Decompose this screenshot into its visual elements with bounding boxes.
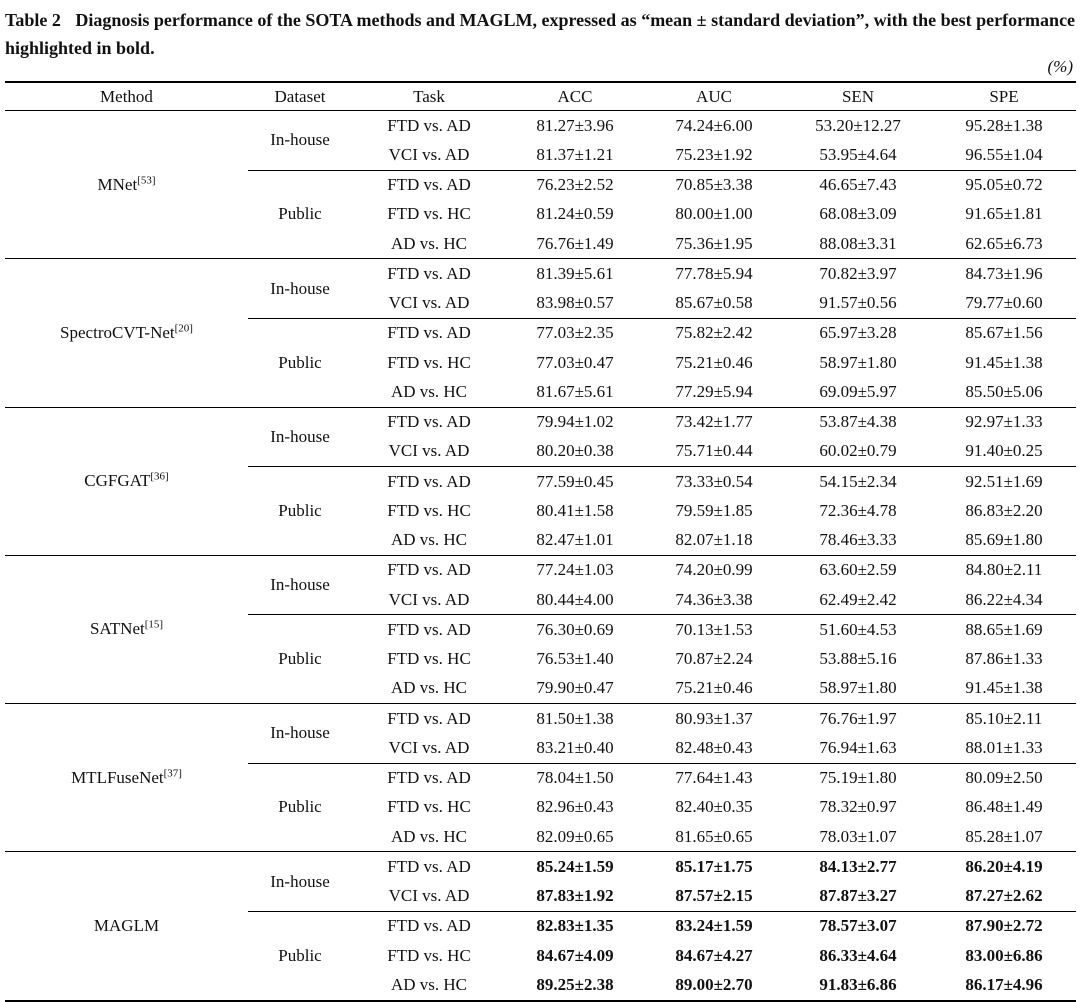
sen-cell: 78.57±3.07 bbox=[784, 911, 932, 941]
auc-cell: 75.21±0.46 bbox=[675, 352, 753, 372]
spe-cell: 85.50±5.06 bbox=[965, 381, 1043, 401]
acc-cell: 77.03±0.47 bbox=[536, 352, 614, 372]
auc-cell: 77.29±5.94 bbox=[675, 381, 753, 401]
sen-cell: 51.60±4.53 bbox=[784, 615, 932, 645]
auc-cell: 75.71±0.44 bbox=[675, 441, 753, 461]
task-cell: FTD vs. AD bbox=[387, 115, 471, 135]
spe-cell: 88.01±1.33 bbox=[965, 737, 1043, 757]
auc-cell: 74.24±6.00 bbox=[675, 115, 753, 135]
task-cell: FTD vs. HC bbox=[387, 649, 471, 669]
auc-cell: 77.78±5.94 bbox=[675, 263, 753, 283]
spe-cell: 95.28±1.38 bbox=[965, 115, 1043, 135]
spe-cell: 87.27±2.62 bbox=[965, 886, 1043, 906]
method-name-cell bbox=[5, 555, 248, 703]
method-group bbox=[5, 555, 1076, 703]
acc-cell: 76.76±1.49 bbox=[536, 233, 614, 253]
acc-cell: 81.24±0.59 bbox=[536, 204, 614, 224]
task-cell: FTD vs. AD bbox=[387, 708, 471, 728]
auc-cell: 70.13±1.53 bbox=[644, 615, 784, 645]
task-cell: FTD vs. AD bbox=[387, 560, 471, 580]
acc-cell: 82.83±1.35 bbox=[506, 911, 644, 941]
spe-cell: 87.86±1.33 bbox=[965, 649, 1043, 669]
sen-cell: 62.49±2.42 bbox=[819, 589, 897, 609]
column-header-dataset: Dataset bbox=[248, 82, 352, 111]
method-name: CGFGAT bbox=[84, 471, 151, 491]
task-cell: FTD vs. AD bbox=[387, 856, 471, 876]
method-name: MAGLM bbox=[93, 915, 160, 935]
method-name-cell bbox=[5, 852, 248, 1001]
spe-cell: 86.22±4.34 bbox=[965, 589, 1043, 609]
acc-cell: 84.67±4.09 bbox=[536, 945, 614, 965]
task-cell: FTD vs. AD bbox=[352, 318, 506, 348]
method-group bbox=[5, 852, 1076, 1001]
method-name: MNet bbox=[97, 174, 138, 194]
sen-cell: 91.83±6.86 bbox=[819, 974, 897, 994]
acc-cell: 80.20±0.38 bbox=[536, 441, 614, 461]
auc-cell: 80.93±1.37 bbox=[675, 708, 753, 728]
table-row bbox=[5, 111, 1076, 141]
auc-cell: 73.33±0.54 bbox=[644, 467, 784, 497]
sen-cell: 58.97±1.80 bbox=[819, 678, 897, 698]
task-cell: FTD vs. AD bbox=[352, 911, 506, 941]
sen-cell: 76.76±1.97 bbox=[819, 708, 897, 728]
acc-cell: 81.39±5.61 bbox=[536, 263, 614, 283]
task-cell: FTD vs. HC bbox=[387, 204, 471, 224]
dataset-cell: Public bbox=[248, 911, 352, 1000]
sen-cell: 65.97±3.28 bbox=[784, 318, 932, 348]
task-cell: FTD vs. AD bbox=[352, 763, 506, 793]
acc-cell: 76.53±1.40 bbox=[536, 649, 614, 669]
auc-cell: 89.00±2.70 bbox=[675, 974, 753, 994]
acc-cell: 81.50±1.38 bbox=[536, 708, 614, 728]
task-cell: AD vs. HC bbox=[390, 678, 468, 698]
acc-cell: 83.21±0.40 bbox=[536, 737, 614, 757]
dataset-cell: In-house bbox=[270, 723, 330, 743]
auc-cell: 83.24±1.59 bbox=[644, 911, 784, 941]
spe-cell: 91.45±1.38 bbox=[965, 678, 1043, 698]
sen-cell: 86.33±4.64 bbox=[819, 945, 897, 965]
method-name: SATNet bbox=[89, 619, 145, 639]
spe-cell: 96.55±1.04 bbox=[965, 144, 1043, 164]
spe-cell: 92.97±1.33 bbox=[965, 412, 1043, 432]
acc-cell: 78.04±1.50 bbox=[506, 763, 644, 793]
spe-cell: 85.10±2.11 bbox=[965, 708, 1043, 728]
column-header-task: Task bbox=[352, 82, 506, 111]
unit-label: (%) bbox=[1047, 57, 1073, 76]
task-cell: VCI vs. AD bbox=[388, 589, 470, 609]
auc-cell: 77.64±1.43 bbox=[644, 763, 784, 793]
spe-cell: 85.67±1.56 bbox=[932, 318, 1076, 348]
acc-cell: 81.67±5.61 bbox=[536, 381, 614, 401]
spe-cell: 86.83±2.20 bbox=[965, 500, 1043, 520]
task-cell: AD vs. HC bbox=[390, 826, 468, 846]
task-cell: FTD vs. HC bbox=[387, 352, 471, 372]
acc-cell: 77.24±1.03 bbox=[536, 560, 614, 580]
acc-cell: 87.83±1.92 bbox=[536, 886, 614, 906]
method-reference: [15] bbox=[144, 618, 164, 631]
auc-cell: 82.07±1.18 bbox=[675, 530, 753, 550]
spe-cell: 62.65±6.73 bbox=[965, 233, 1043, 253]
method-group bbox=[5, 704, 1076, 852]
sen-cell: 75.19±1.80 bbox=[784, 763, 932, 793]
sen-cell: 58.97±1.80 bbox=[819, 352, 897, 372]
spe-cell: 91.45±1.38 bbox=[965, 352, 1043, 372]
table-row bbox=[5, 407, 1076, 437]
dataset-cell: Public bbox=[248, 763, 352, 852]
dataset-cell: Public bbox=[248, 467, 352, 556]
sen-cell: 88.08±3.31 bbox=[819, 233, 897, 253]
results-table bbox=[5, 81, 1076, 1002]
spe-cell: 85.69±1.80 bbox=[965, 530, 1043, 550]
task-cell: AD vs. HC bbox=[390, 381, 468, 401]
task-cell: AD vs. HC bbox=[390, 233, 468, 253]
acc-cell: 77.03±2.35 bbox=[506, 318, 644, 348]
task-cell: AD vs. HC bbox=[390, 530, 468, 550]
dataset-cell: Public bbox=[248, 170, 352, 259]
auc-cell: 73.42±1.77 bbox=[675, 412, 753, 432]
acc-cell: 76.30±0.69 bbox=[506, 615, 644, 645]
sen-cell: 53.95±4.64 bbox=[819, 144, 897, 164]
task-cell: FTD vs. AD bbox=[387, 412, 471, 432]
sen-cell: 91.57±0.56 bbox=[819, 293, 897, 313]
auc-cell: 74.20±0.99 bbox=[675, 560, 753, 580]
sen-cell: 53.87±4.38 bbox=[819, 412, 897, 432]
auc-cell: 84.67±4.27 bbox=[675, 945, 753, 965]
acc-cell: 85.24±1.59 bbox=[536, 856, 614, 876]
sen-cell: 76.94±1.63 bbox=[819, 737, 897, 757]
auc-cell: 85.67±0.58 bbox=[675, 293, 753, 313]
sen-cell: 70.82±3.97 bbox=[819, 263, 897, 283]
dataset-cell: In-house bbox=[270, 426, 330, 446]
auc-cell: 75.23±1.92 bbox=[675, 144, 753, 164]
column-header-sen: SEN bbox=[784, 82, 932, 111]
spe-cell: 95.05±0.72 bbox=[932, 170, 1076, 200]
spe-cell: 80.09±2.50 bbox=[932, 763, 1076, 793]
sen-cell: 68.08±3.09 bbox=[819, 204, 897, 224]
dataset-cell: Public bbox=[248, 615, 352, 704]
task-cell: VCI vs. AD bbox=[388, 144, 470, 164]
spe-cell: 86.20±4.19 bbox=[965, 856, 1043, 876]
task-cell: FTD vs. HC bbox=[387, 500, 471, 520]
sen-cell: 46.65±7.43 bbox=[784, 170, 932, 200]
table-label: Table 2 bbox=[5, 10, 61, 30]
spe-cell: 87.90±2.72 bbox=[932, 911, 1076, 941]
method-name: MTLFuseNet bbox=[71, 767, 164, 787]
dataset-cell: In-house bbox=[270, 871, 330, 891]
spe-cell: 86.17±4.96 bbox=[965, 974, 1043, 994]
acc-cell: 76.23±2.52 bbox=[506, 170, 644, 200]
method-group bbox=[5, 111, 1076, 259]
auc-cell: 70.87±2.24 bbox=[675, 649, 753, 669]
table-row bbox=[5, 555, 1076, 585]
method-name-cell bbox=[5, 111, 248, 259]
auc-cell: 85.17±1.75 bbox=[675, 856, 753, 876]
method-name-cell bbox=[5, 259, 248, 407]
task-cell: VCI vs. AD bbox=[388, 293, 470, 313]
sen-cell: 53.88±5.16 bbox=[819, 649, 897, 669]
task-cell: FTD vs. AD bbox=[352, 170, 506, 200]
header-row bbox=[5, 82, 1076, 111]
column-header-auc: AUC bbox=[644, 82, 784, 111]
auc-cell: 82.48±0.43 bbox=[675, 737, 753, 757]
task-cell: FTD vs. AD bbox=[387, 263, 471, 283]
method-group bbox=[5, 407, 1076, 555]
table-row bbox=[5, 259, 1076, 289]
auc-cell: 81.65±0.65 bbox=[675, 826, 753, 846]
acc-cell: 82.47±1.01 bbox=[536, 530, 614, 550]
auc-cell: 70.85±3.38 bbox=[644, 170, 784, 200]
sen-cell: 78.32±0.97 bbox=[819, 797, 897, 817]
sen-cell: 72.36±4.78 bbox=[819, 500, 897, 520]
dataset-cell: Public bbox=[248, 318, 352, 407]
task-cell: FTD vs. HC bbox=[387, 797, 471, 817]
acc-cell: 77.59±0.45 bbox=[506, 467, 644, 497]
acc-cell: 80.41±1.58 bbox=[536, 500, 614, 520]
acc-cell: 82.96±0.43 bbox=[536, 797, 614, 817]
acc-cell: 89.25±2.38 bbox=[536, 974, 614, 994]
auc-cell: 75.36±1.95 bbox=[675, 233, 753, 253]
method-group bbox=[5, 259, 1076, 407]
method-reference: [36] bbox=[150, 470, 169, 483]
task-cell: FTD vs. AD bbox=[352, 615, 506, 645]
task-cell: AD vs. HC bbox=[390, 974, 468, 994]
column-header-acc: ACC bbox=[506, 82, 644, 111]
spe-cell: 92.51±1.69 bbox=[932, 467, 1076, 497]
sen-cell: 63.60±2.59 bbox=[819, 560, 897, 580]
table-row bbox=[5, 852, 1076, 882]
task-cell: FTD vs. AD bbox=[352, 467, 506, 497]
caption-text: Diagnosis performance of the SOTA methods and MAGLM, expressed as “mean ± standard deviation”, with the best performance highlighted in bold. bbox=[5, 10, 1076, 58]
task-cell: VCI vs. AD bbox=[388, 441, 470, 461]
table-row bbox=[5, 704, 1076, 734]
auc-cell: 80.00±1.00 bbox=[675, 204, 753, 224]
sen-cell: 60.02±0.79 bbox=[819, 441, 897, 461]
dataset-cell: In-house bbox=[270, 575, 330, 594]
sen-cell: 78.46±3.33 bbox=[819, 530, 897, 550]
auc-cell: 75.21±0.46 bbox=[675, 678, 753, 698]
method-name-cell bbox=[5, 407, 248, 555]
method-reference: [37] bbox=[163, 766, 182, 779]
auc-cell: 74.36±3.38 bbox=[675, 589, 753, 609]
column-header-spe: SPE bbox=[932, 82, 1076, 111]
sen-cell: 84.13±2.77 bbox=[819, 856, 897, 876]
table-caption bbox=[5, 6, 1077, 62]
sen-cell: 69.09±5.97 bbox=[819, 381, 897, 401]
acc-cell: 82.09±0.65 bbox=[536, 826, 614, 846]
acc-cell: 81.27±3.96 bbox=[536, 115, 614, 135]
auc-cell: 75.82±2.42 bbox=[644, 318, 784, 348]
task-cell: FTD vs. HC bbox=[387, 945, 471, 965]
method-name: SpectroCVT-Net bbox=[60, 322, 175, 342]
task-cell: VCI vs. AD bbox=[388, 737, 470, 757]
dataset-cell: In-house bbox=[270, 130, 330, 150]
acc-cell: 83.98±0.57 bbox=[536, 293, 614, 313]
method-reference: [20] bbox=[174, 322, 193, 335]
sen-cell: 53.20±12.27 bbox=[815, 115, 901, 135]
spe-cell: 84.80±2.11 bbox=[965, 560, 1043, 580]
spe-cell: 79.77±0.60 bbox=[965, 293, 1043, 313]
spe-cell: 83.00±6.86 bbox=[965, 945, 1043, 965]
spe-cell: 91.65±1.81 bbox=[965, 204, 1043, 224]
acc-cell: 80.44±4.00 bbox=[536, 589, 614, 609]
auc-cell: 82.40±0.35 bbox=[675, 797, 753, 817]
spe-cell: 86.48±1.49 bbox=[965, 797, 1043, 817]
spe-cell: 85.28±1.07 bbox=[965, 826, 1043, 846]
acc-cell: 79.90±0.47 bbox=[536, 678, 614, 698]
sen-cell: 54.15±2.34 bbox=[784, 467, 932, 497]
acc-cell: 79.94±1.02 bbox=[536, 412, 614, 432]
spe-cell: 88.65±1.69 bbox=[932, 615, 1076, 645]
auc-cell: 87.57±2.15 bbox=[675, 886, 753, 906]
column-header-method: Method bbox=[5, 82, 248, 111]
task-cell: VCI vs. AD bbox=[388, 886, 470, 906]
sen-cell: 78.03±1.07 bbox=[819, 826, 897, 846]
sen-cell: 87.87±3.27 bbox=[819, 886, 897, 906]
spe-cell: 84.73±1.96 bbox=[965, 263, 1043, 283]
dataset-cell: In-house bbox=[270, 278, 330, 298]
auc-cell: 79.59±1.85 bbox=[675, 500, 753, 520]
spe-cell: 91.40±0.25 bbox=[965, 441, 1043, 461]
method-reference: [53] bbox=[137, 173, 156, 186]
method-name-cell bbox=[5, 704, 248, 852]
acc-cell: 81.37±1.21 bbox=[536, 144, 614, 164]
